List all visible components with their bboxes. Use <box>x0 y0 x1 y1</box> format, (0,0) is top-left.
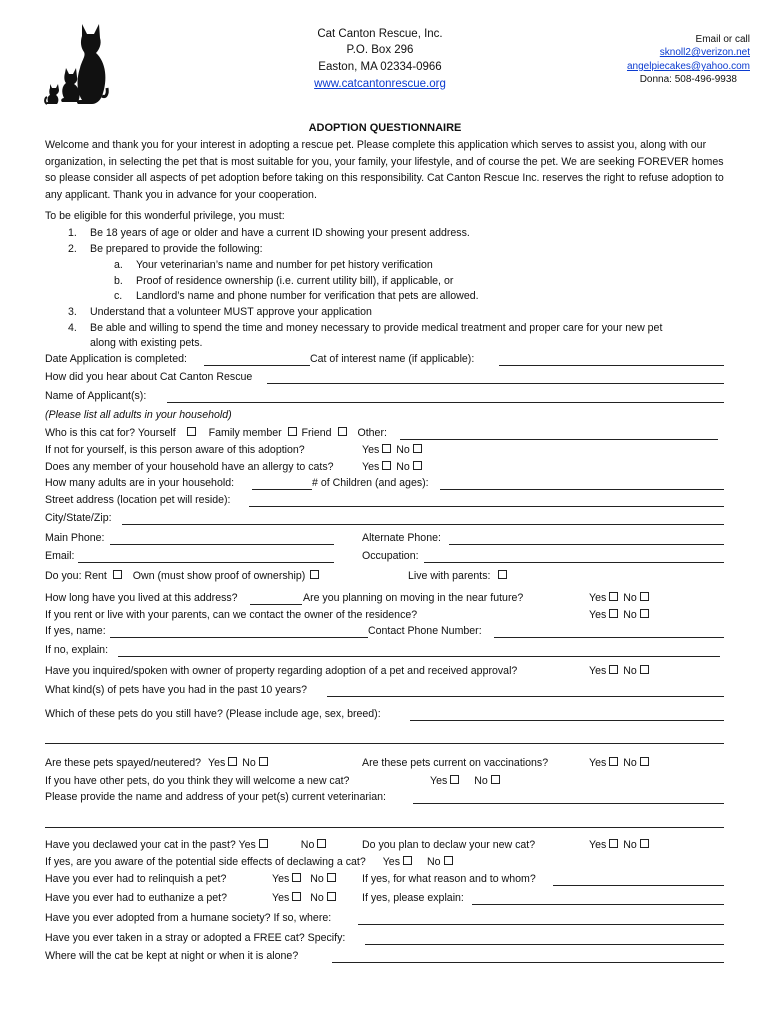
friend-label: Friend <box>301 427 332 439</box>
alt-phone-label: Alternate Phone: <box>362 532 441 544</box>
declawed-row <box>45 839 328 852</box>
own-label: Own (must show proof of ownership) <box>132 570 306 582</box>
contact-heading: Email or call <box>695 34 750 45</box>
relinquish-why-label: If yes, for what reason and to whom? <box>362 873 536 885</box>
intro-paragraph: Welcome and thank you for your interest in adopting a rescue pet. Please complete this application which serves to assist you, along with our organization, in selecting the pet that is most suitable for you, your family, your lifestyle, and of course the pet. We are seeking FOREVER homes so please consider all aspects of pet adoption before taking on this responsibility. Cat Canton Rescue Inc. reserves the right to refuse adoption to any applicant. Thank you in advance for your cooperation. <box>45 139 724 201</box>
allergy-options <box>362 461 424 474</box>
relinquish-options <box>272 873 338 886</box>
euthanize-no-label: No <box>310 892 324 904</box>
vet-label: Please provide the name and address of your pet(s) current veterinarian: <box>45 791 386 803</box>
welcome-cat-label: If you have other pets, do you think they will welcome a new cat? <box>45 775 350 787</box>
adults-count-field[interactable] <box>252 489 312 490</box>
page-title: ADOPTION QUESTIONNAIRE <box>308 122 462 134</box>
moving-yes-checkbox[interactable] <box>609 592 618 601</box>
side-effects-yes-checkbox[interactable] <box>403 856 412 865</box>
who-for-label: Who is this cat for? Yourself <box>45 427 176 439</box>
inquired-yes-label: Yes <box>589 665 607 677</box>
family-member-checkbox[interactable] <box>288 427 297 436</box>
other-field[interactable] <box>400 439 718 440</box>
contact-phone: Donna: 508-496-9938 <box>639 74 737 85</box>
side-effects-row <box>45 856 455 869</box>
date-completed-label: Date Application is completed: <box>45 353 187 365</box>
eligibility-num-4: 4. <box>68 322 77 334</box>
hear-about-field[interactable] <box>267 383 724 384</box>
eligibility-num-3: 3. <box>68 306 77 318</box>
pets-had-label: What kind(s) of pets have you had in the past 10 years? <box>45 684 308 696</box>
humane-society-label: Have you ever adopted from a humane society? If so, where: <box>45 912 332 924</box>
contact-owner-no-checkbox[interactable] <box>640 609 649 618</box>
friend-checkbox[interactable] <box>338 427 347 436</box>
inquired-options <box>589 665 651 678</box>
occupation-field[interactable] <box>424 562 724 563</box>
eligibility-sub-a: Your veterinarian’s name and number for pet history verification <box>136 259 433 271</box>
plan-declaw-no-checkbox[interactable] <box>640 839 649 848</box>
plan-declaw-no-label: No <box>623 839 637 851</box>
eligibility-item-4a: Be able and willing to spend the time and money necessary to provide medical treatment and proper care for your new pet <box>90 322 663 334</box>
allergy-yes-checkbox[interactable] <box>382 461 391 470</box>
eligibility-sub-a-letter: a. <box>114 259 123 271</box>
applicant-names-label: Name of Applicant(s): <box>45 390 147 402</box>
live-parents-checkbox[interactable] <box>498 570 507 579</box>
vet-field-2[interactable] <box>45 827 724 828</box>
owner-name-field[interactable] <box>110 637 368 638</box>
spayed-no-label: No <box>242 757 256 769</box>
residence-row <box>45 570 321 583</box>
euthanize-yes-checkbox[interactable] <box>292 892 301 901</box>
live-parents-group <box>408 570 509 583</box>
side-effects-label: If yes, are you aware of the potential side effects of declawing a cat? <box>45 856 366 868</box>
contact-owner-no-label: No <box>623 609 637 621</box>
org-city: Easton, MA 02334-0966 <box>318 61 442 73</box>
vaccinations-label: Are these pets current on vaccinations? <box>362 757 549 769</box>
euthanize-label: Have you ever had to euthanize a pet? <box>45 892 227 904</box>
contact-owner-yes-checkbox[interactable] <box>609 609 618 618</box>
applicant-names-field[interactable] <box>167 402 724 403</box>
allergy-no-checkbox[interactable] <box>413 461 422 470</box>
euthanize-yes-label: Yes <box>272 892 290 904</box>
inquired-label: Have you inquired/spoken with owner of property regarding adoption of a pet and received approval? <box>45 665 518 677</box>
stray-cat-field[interactable] <box>365 944 724 945</box>
adults-count-label: How many adults are in your household: <box>45 477 235 489</box>
date-completed-field[interactable] <box>204 365 310 366</box>
moving-options <box>589 592 651 605</box>
aware-no-checkbox[interactable] <box>413 444 422 453</box>
if-no-explain-field[interactable] <box>118 656 720 657</box>
vet-field[interactable] <box>413 803 724 804</box>
relinquish-yes-checkbox[interactable] <box>292 873 301 882</box>
night-location-field[interactable] <box>332 962 724 963</box>
street-address-label: Street address (location pet will reside): <box>45 494 231 506</box>
welcome-yes-label: Yes <box>430 775 448 787</box>
allergy-no-label: No <box>396 461 410 473</box>
contact-email-1[interactable]: sknoll2@verizon.net <box>659 47 750 58</box>
declawed-no-checkbox[interactable] <box>317 839 326 848</box>
contact-owner-yes-label: Yes <box>589 609 607 621</box>
declawed-no-label: No <box>300 839 315 851</box>
vaccinations-no-label: No <box>623 757 637 769</box>
contact-phone-label: Contact Phone Number: <box>368 625 482 637</box>
children-label: # of Children (and ages): <box>312 477 429 489</box>
still-have-field[interactable] <box>410 720 724 721</box>
yourself-checkbox[interactable] <box>187 427 196 436</box>
declawed-label: Have you declawed your cat in the past? Yes <box>45 839 256 851</box>
plan-declaw-yes-checkbox[interactable] <box>609 839 618 848</box>
side-effects-no-checkbox[interactable] <box>444 856 453 865</box>
hear-about-label: How did you hear about Cat Canton Rescue <box>45 371 253 383</box>
relinquish-label: Have you ever had to relinquish a pet? <box>45 873 227 885</box>
welcome-yes-checkbox[interactable] <box>450 775 459 784</box>
night-location-label: Where will the cat be kept at night or when it is alone? <box>45 950 299 962</box>
cat-interest-label: Cat of interest name (if applicable): <box>310 353 475 365</box>
plan-declaw-options <box>589 839 651 852</box>
moving-no-checkbox[interactable] <box>640 592 649 601</box>
alt-phone-field[interactable] <box>449 544 724 545</box>
eligibility-sub-c: Landlord’s name and phone number for verification that pets are allowed. <box>136 290 479 302</box>
inquired-no-checkbox[interactable] <box>640 665 649 674</box>
email-field[interactable] <box>78 562 334 563</box>
spayed-label: Are these pets spayed/neutered? <box>45 757 202 769</box>
contact-email-2[interactable]: angelpiecakes@yahoo.com <box>626 61 750 72</box>
spayed-yes-label: Yes <box>208 757 226 769</box>
rent-checkbox[interactable] <box>113 570 122 579</box>
spayed-row <box>45 757 270 770</box>
allergy-yes-label: Yes <box>362 461 380 473</box>
welcome-no-label: No <box>474 775 488 787</box>
org-name: Cat Canton Rescue, Inc. <box>317 28 443 40</box>
moving-yes-label: Yes <box>589 592 607 604</box>
welcome-cat-options <box>430 775 502 788</box>
city-state-zip-field[interactable] <box>122 524 724 525</box>
moving-label: Are you planning on moving in the near future? <box>303 592 524 604</box>
eligibility-item-4b: along with existing pets. <box>90 337 203 349</box>
eligibility-item-2: Be prepared to provide the following: <box>90 243 263 255</box>
live-parents-label: Live with parents: <box>408 570 491 582</box>
relinquish-no-checkbox[interactable] <box>327 873 336 882</box>
main-phone-label: Main Phone: <box>45 532 105 544</box>
how-long-label: How long have you lived at this address? <box>45 592 238 604</box>
vaccinations-no-checkbox[interactable] <box>640 757 649 766</box>
eligibility-sub-b-letter: b. <box>114 275 123 287</box>
plan-declaw-yes-label: Yes <box>589 839 607 851</box>
email-label: Email: <box>45 550 75 562</box>
occupation-label: Occupation: <box>362 550 419 562</box>
children-field[interactable] <box>440 489 724 490</box>
moving-no-label: No <box>623 592 637 604</box>
eligibility-lead: To be eligible for this wonderful privilege, you must: <box>45 210 285 222</box>
own-checkbox[interactable] <box>310 570 319 579</box>
street-address-field[interactable] <box>249 506 724 507</box>
aware-label: If not for yourself, is this person aware of this adoption? <box>45 444 305 456</box>
eligibility-num-2: 2. <box>68 243 77 255</box>
allergy-label: Does any member of your household have an allergy to cats? <box>45 461 334 473</box>
welcome-no-checkbox[interactable] <box>491 775 500 784</box>
eligibility-num-1: 1. <box>68 227 77 239</box>
side-effects-no-label: No <box>426 856 441 868</box>
spayed-yes-checkbox[interactable] <box>228 757 237 766</box>
still-have-label: Which of these pets do you still have? (Please include age, sex, breed): <box>45 708 381 720</box>
spayed-no-checkbox[interactable] <box>259 757 268 766</box>
euthanize-explain-field[interactable] <box>472 904 724 905</box>
eligibility-item-1: Be 18 years of age or older and have a current ID showing your present address. <box>90 227 470 239</box>
declawed-yes-checkbox[interactable] <box>259 839 268 848</box>
main-phone-field[interactable] <box>110 544 334 545</box>
humane-society-field[interactable] <box>358 924 724 925</box>
still-have-field-2[interactable] <box>45 743 724 744</box>
vaccinations-options <box>589 757 651 770</box>
euthanize-explain-label: If yes, please explain: <box>362 892 464 904</box>
inquired-yes-checkbox[interactable] <box>609 665 618 674</box>
adults-note: (Please list all adults in your household) <box>45 409 232 421</box>
who-for-row <box>45 427 387 440</box>
if-no-explain-label: If no, explain: <box>45 644 109 656</box>
stray-cat-label: Have you ever taken in a stray or adopted a FREE cat? Specify: <box>45 932 346 944</box>
org-po-box: P.O. Box 296 <box>346 44 414 56</box>
relinquish-yes-label: Yes <box>272 873 290 885</box>
euthanize-options <box>272 892 338 905</box>
eligibility-sub-c-letter: c. <box>114 290 123 302</box>
side-effects-yes-label: Yes <box>382 856 401 868</box>
inquired-no-label: No <box>623 665 637 677</box>
how-long-field[interactable] <box>250 604 302 605</box>
rent-label: Do you: Rent <box>45 570 107 582</box>
contact-owner-options <box>589 609 651 622</box>
cat-interest-field[interactable] <box>499 365 724 366</box>
relinquish-why-field[interactable] <box>553 885 724 886</box>
family-member-label: Family member <box>208 427 282 439</box>
relinquish-no-label: No <box>310 873 324 885</box>
city-state-zip-label: City/State/Zip: <box>45 512 112 524</box>
cat-silhouette-logo <box>44 22 110 106</box>
other-label: Other: <box>357 427 387 439</box>
aware-options <box>362 444 424 457</box>
aware-yes-checkbox[interactable] <box>382 444 391 453</box>
eligibility-item-3: Understand that a volunteer MUST approve your application <box>90 306 372 318</box>
contact-phone-field[interactable] <box>494 637 724 638</box>
euthanize-no-checkbox[interactable] <box>327 892 336 901</box>
eligibility-sub-b: Proof of residence ownership (i.e. current utility bill), if applicable, or <box>136 275 454 287</box>
owner-name-label: If yes, name: <box>45 625 106 637</box>
vaccinations-yes-label: Yes <box>589 757 607 769</box>
plan-declaw-label: Do you plan to declaw your new cat? <box>362 839 536 851</box>
vaccinations-yes-checkbox[interactable] <box>609 757 618 766</box>
aware-yes-label: Yes <box>362 444 380 456</box>
pets-had-field[interactable] <box>327 696 724 697</box>
aware-no-label: No <box>396 444 410 456</box>
contact-owner-label: If you rent or live with your parents, can we contact the owner of the residence? <box>45 609 418 621</box>
org-website-link[interactable]: www.catcantonrescue.org <box>314 78 446 90</box>
